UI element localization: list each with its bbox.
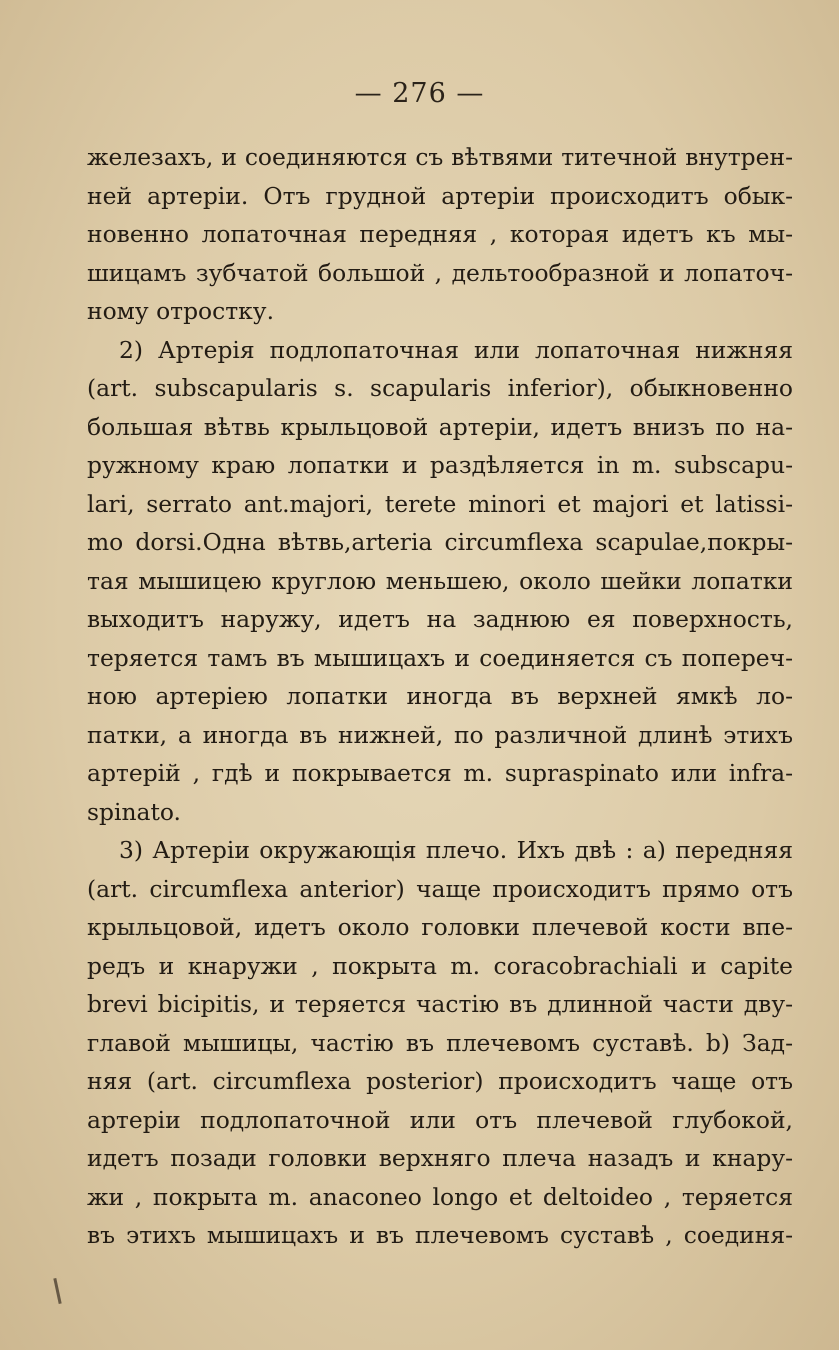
text-line: патки, а иногда въ нижней, по различной длинѣ этихъ [87,720,793,749]
text-line: крыльцовой, идетъ около головки плечевой кости впе- [87,913,793,941]
text-line: артерій , гдѣ и покрывается m. supraspinato или infra- [87,759,793,787]
text-line: ному отростку. [87,297,274,325]
text-line: brevi bicipitis, и теряется частію въ длинной части дву- [87,990,793,1018]
text-line: редъ и кнаружи , покрыта m. coracobrachiali и capite [87,951,793,980]
text-line: идетъ позади головки верхняго плеча назадъ и кнару- [87,1144,793,1172]
text-line: ней артеріи. Отъ грудной артеріи происходитъ обык- [87,181,793,210]
text-line: артеріи подлопаточной или отъ плечевой глубокой, [87,1105,793,1134]
text-line: въ этихъ мышицахъ и въ плечевомъ суставѣ , соединя- [87,1221,793,1249]
margin-mark [53,1278,61,1304]
text-line: тая мышицею круглою меньшею, около шейки лопатки [87,566,793,595]
text-line: большая вѣтвь крыльцовой артеріи, идетъ внизъ по на- [87,412,793,441]
text-line: няя (art. circumflexa posterior) происходитъ чаще отъ [87,1067,793,1095]
text-line: новенно лопаточная передняя , которая идетъ къ мы- [87,220,793,248]
text-line: шицамъ зубчатой большой , дельтообразной и лопаточ- [87,258,793,287]
text-line: ною артеріею лопатки иногда въ верхней ямкѣ ло- [87,682,793,710]
page-number: — 276 — [354,78,485,109]
text-line: железахъ, и соединяются съ вѣтвями титечной внутрен- [87,143,793,171]
text-line: ружному краю лопатки и раздѣляется in m. subscapu- [87,451,793,479]
text-line: 2) Артерія подлопаточная или лопаточная нижняя [119,335,793,364]
text-line: жи , покрыта m. anaconeo longo et deltoideo , теряется [87,1182,793,1211]
text-line: mo dorsi.Одна вѣтвь,arteria circumflexa scapulae,покры- [87,528,793,556]
text-line: spinato. [87,797,181,826]
body-text [87,138,793,1255]
text-line: lari, serrato ant.majori, terete minori et majori et latissi- [87,489,793,518]
text-line: выходитъ наружу, идетъ на заднюю ея поверхность, [87,605,793,633]
text-line: главой мышицы, частію въ плечевомъ суставѣ. b) Зад- [87,1028,793,1057]
text-line: (art. circumflexa anterior) чаще происходитъ прямо отъ [87,874,793,903]
text-line: теряется тамъ въ мышицахъ и соединяется съ попереч- [87,643,793,672]
text-line: 3) Артеріи окружающія плечо. Ихъ двѣ : а) передняя [119,836,793,864]
text-line: (art. subscapularis s. scapularis inferior), обыкновенно [87,374,793,402]
